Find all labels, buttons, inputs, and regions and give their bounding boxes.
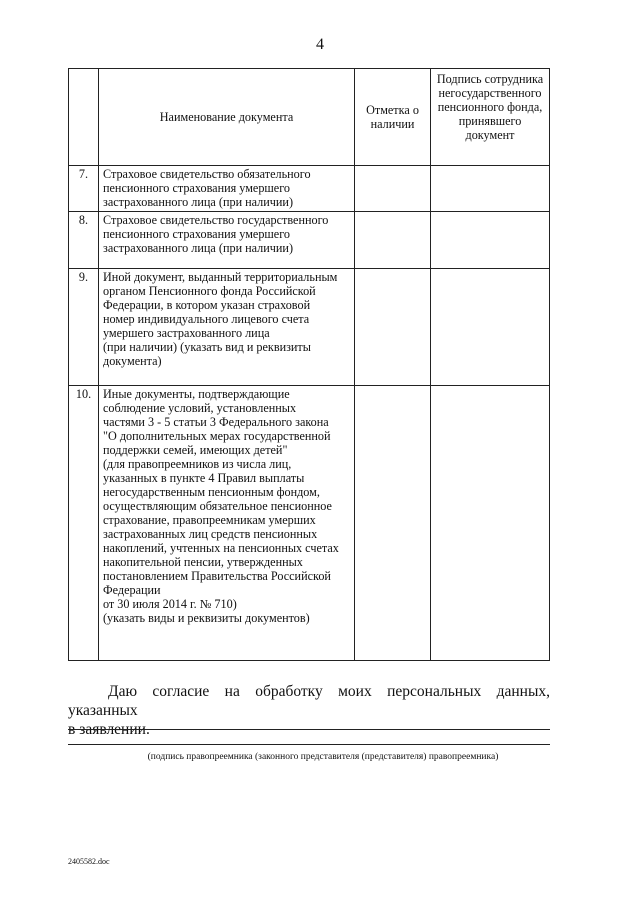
- row-signature-cell: [431, 212, 550, 269]
- row-number: 7.: [69, 166, 99, 212]
- row-document-name: [99, 269, 355, 386]
- header-employee-signature: Подпись сотрудника негосударственного пенсионного фонда, принявшего документ: [431, 69, 550, 166]
- row-document-name-line: (для правопреемников из числа лиц,: [103, 457, 292, 471]
- row-document-name-line: Иные документы, подтверждающие: [103, 387, 290, 401]
- row-document-name-line: указанных в пункте 4 Правил выплаты: [103, 471, 305, 485]
- row-number: 8.: [69, 212, 99, 269]
- row-document-name-line: органом Пенсионного фонда Российской: [103, 284, 316, 298]
- table-row: [69, 269, 550, 386]
- row-document-name-line: пенсионного страхования умершего: [103, 181, 290, 195]
- row-document-name-line: постановлением Правительства Российской: [103, 569, 331, 583]
- header-document-name: Наименование документа: [99, 69, 355, 166]
- table-row: [69, 166, 550, 212]
- row-presence-mark-cell: [355, 269, 431, 386]
- row-document-name-line: от 30 июля 2014 г. № 710): [103, 597, 237, 611]
- row-document-name-line: Федерации: [103, 583, 161, 597]
- row-document-name-line: пенсионного страхования умершего: [103, 227, 290, 241]
- row-document-name: [99, 212, 355, 269]
- row-document-name-line: застрахованных лиц средств пенсионных: [103, 527, 318, 541]
- row-document-name-line: документа): [103, 354, 162, 368]
- header-number-cell: [69, 69, 99, 166]
- row-document-name-line: умершего застрахованного лица: [103, 326, 270, 340]
- row-presence-mark-cell: [355, 212, 431, 269]
- signature-line-secondary: [68, 744, 550, 745]
- row-presence-mark-cell: [355, 166, 431, 212]
- table-row: [69, 212, 550, 269]
- row-number: 9.: [69, 269, 99, 386]
- row-document-name-line: (при наличии) (указать вид и реквизиты: [103, 340, 311, 354]
- row-document-name-line: негосударственным пенсионным фондом,: [103, 485, 320, 499]
- page-number: 4: [316, 36, 324, 53]
- row-document-name-line: застрахованного лица (при наличии): [103, 195, 294, 209]
- row-document-name-line: страхование, правопреемникам умерших: [103, 513, 316, 527]
- consent-line-2: в заявлении.: [68, 721, 150, 738]
- row-document-name: [99, 166, 355, 212]
- footer-filename: 2405582.doc: [68, 857, 110, 866]
- row-document-name-line: Федерации, в котором указан страховой: [103, 298, 311, 312]
- row-presence-mark-cell: [355, 386, 431, 661]
- documents-table: [68, 68, 550, 661]
- signature-caption: (подпись правопреемника (законного представителя (представителя) правопреемника): [147, 752, 499, 762]
- row-document-name-line: номер индивидуального лицевого счета: [103, 312, 310, 326]
- row-number: 10.: [69, 386, 99, 661]
- table-header-row: [69, 69, 550, 166]
- row-document-name-line: поддержки семей, имеющих детей": [103, 443, 288, 457]
- consent-paragraph: [68, 682, 550, 739]
- row-signature-cell: [431, 386, 550, 661]
- row-document-name-line: Страховое свидетельство обязательного: [103, 167, 311, 181]
- table-row: [69, 386, 550, 661]
- row-document-name-line: застрахованного лица (при наличии): [103, 241, 294, 255]
- consent-line-1: Даю согласие на обработку моих персональных данных, указанных: [68, 683, 550, 719]
- header-presence-mark: Отметка о наличии: [355, 69, 431, 166]
- row-document-name-line: накопительной пенсии, утвержденных: [103, 555, 303, 569]
- signature-line: [68, 729, 550, 730]
- row-signature-cell: [431, 269, 550, 386]
- row-document-name-line: (указать виды и реквизиты документов): [103, 611, 310, 625]
- row-document-name-line: осуществляющим обязательное пенсионное: [103, 499, 332, 513]
- row-document-name: [99, 386, 355, 661]
- row-document-name-line: соблюдение условий, установленных: [103, 401, 297, 415]
- row-document-name-line: Иной документ, выданный территориальным: [103, 270, 338, 284]
- row-document-name-line: накоплений, учтенных на пенсионных счетах: [103, 541, 339, 555]
- row-document-name-line: Страховое свидетельство государственного: [103, 213, 329, 227]
- row-document-name-line: "О дополнительных мерах государственной: [103, 429, 331, 443]
- row-signature-cell: [431, 166, 550, 212]
- row-document-name-line: частями 3 - 5 статьи 3 Федерального закона: [103, 415, 329, 429]
